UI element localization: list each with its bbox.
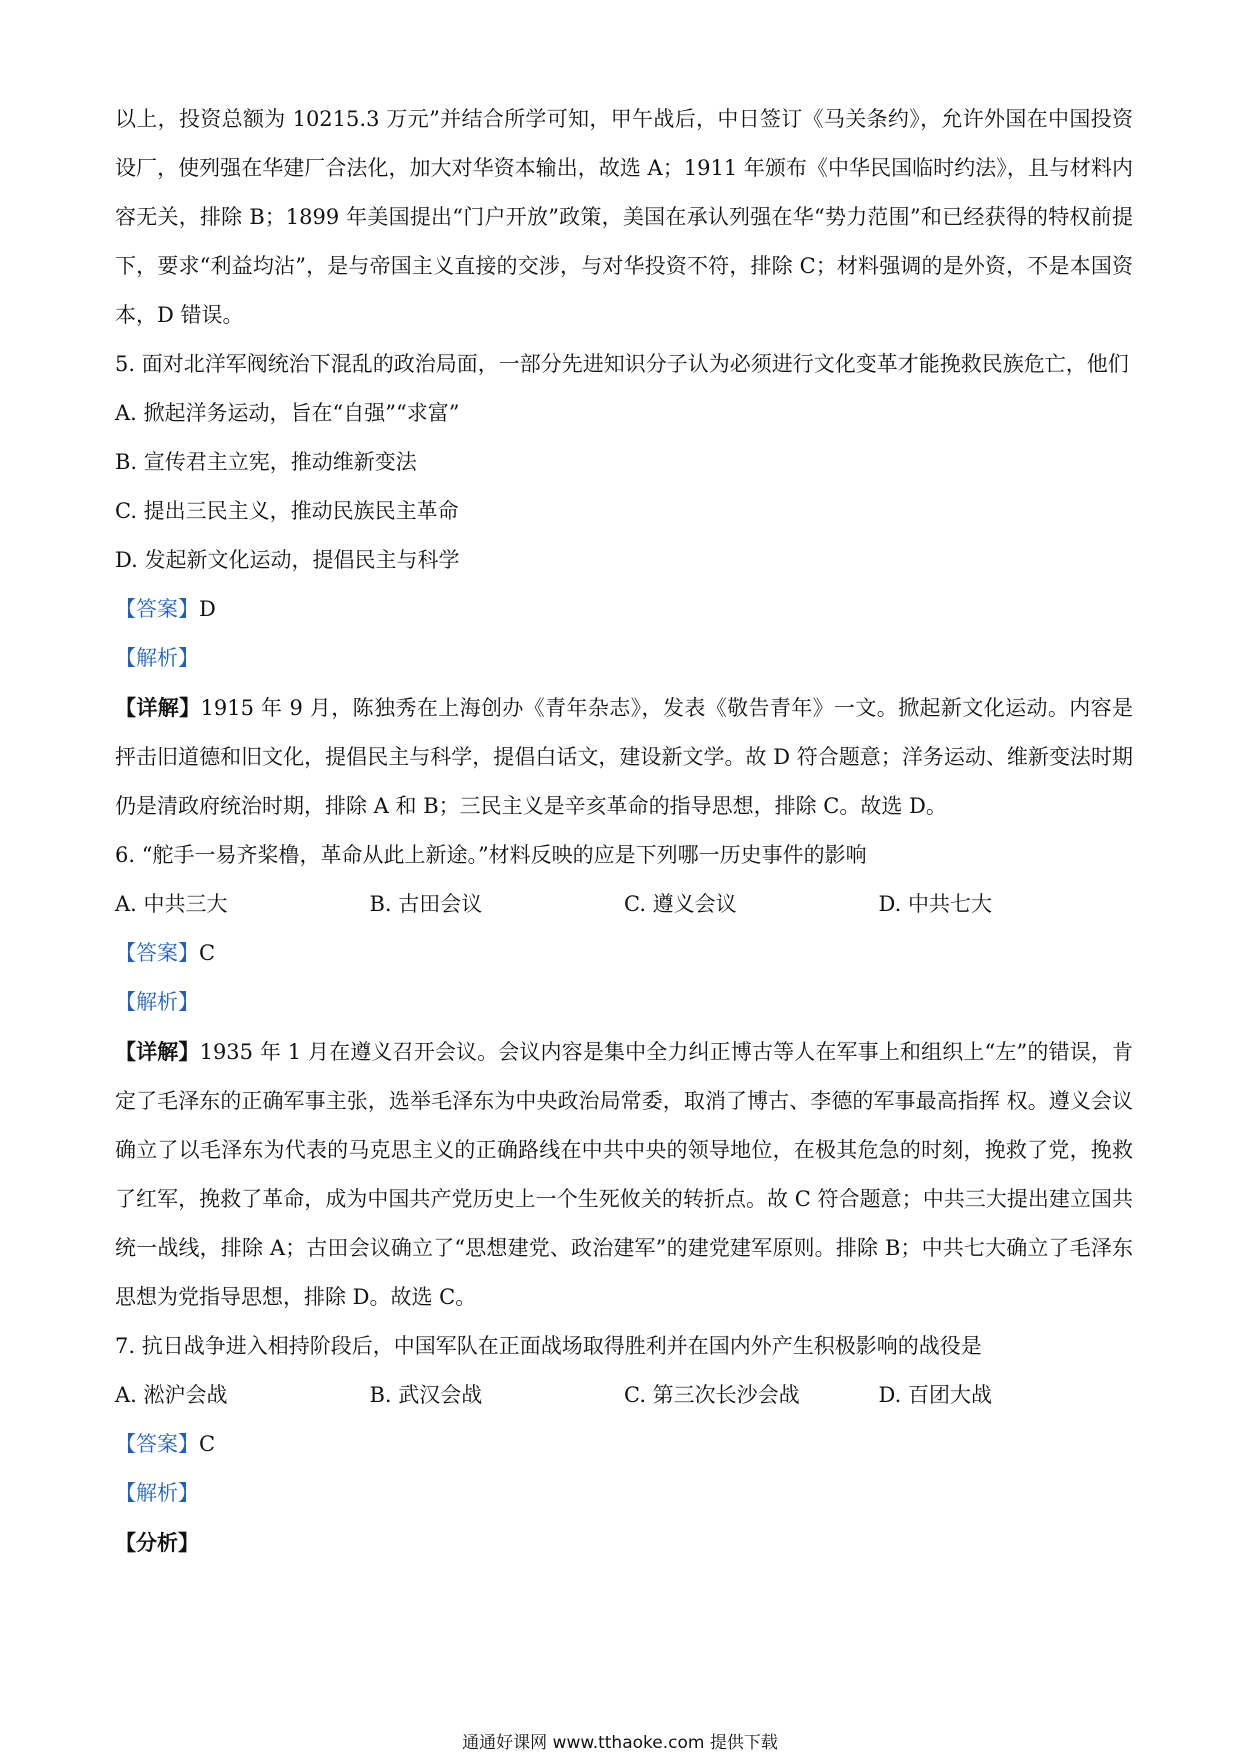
- q6-options: [115, 880, 1133, 929]
- analysis-tag: 【解析】: [115, 990, 199, 1014]
- answer-tag: 【答案】: [115, 597, 199, 621]
- q5-detail: [115, 683, 1133, 831]
- q6-analysis-heading: [115, 978, 1133, 1027]
- q7-options: [115, 1371, 1133, 1420]
- q5-option-a: A. 掀起洋务运动，旨在“自强”“求富”: [115, 401, 460, 425]
- detail-tag: 【详解】: [115, 1039, 200, 1064]
- q7-option-b: B. 武汉会战: [369, 1383, 483, 1407]
- q6-detail: [115, 1027, 1133, 1322]
- page-footer: 通通好课网 www.tthaoke.com 提供下载: [462, 1733, 778, 1753]
- q6-option-c: C. 遵义会议: [624, 892, 737, 916]
- q6-answer: [115, 929, 1133, 978]
- q5-answer: [115, 585, 1133, 634]
- detail-text: 1935 年 1 月在遵义召开会议。会议内容是集中全力纠正博古等人在军事上和组织上“左”的错误，肯定了毛泽东的正确军事主张，选举毛泽东为中央政治局常委，取消了博古、李德的军事最高指挥 权。遵义会议确立了以毛泽东为代表的马克思主义的正确路线在中共中央的领导地位，在极其危急的时刻，挽救了党，挽救了红军，挽救了革命，成为中国共产党历史上一个生死攸关的转折点。故 C 符合题意；中共三大提出建立国共统一战线，排除 A；古田会议确立了“思想建党、政治建军”的建党建军原则。排除 B；中共七大确立了毛泽东思想为党指导思想，排除 D。故选 C。: [115, 1040, 1133, 1309]
- q7-option-d: D. 百团大战: [878, 1383, 992, 1407]
- answer-value: C: [199, 941, 216, 965]
- q5-stem: 5. 面对北洋军阀统治下混乱的政治局面，一部分先进知识分子认为必须进行文化变革才能挽救民族危亡，他们: [115, 352, 1129, 376]
- fenxi-tag: 【分析】: [115, 1530, 199, 1555]
- q6-stem: 6. “舵手一易齐桨橹，革命从此上新途。”材料反映的应是下列哪一历史事件的影响: [115, 843, 867, 867]
- q7-option-c: C. 第三次长沙会战: [624, 1383, 800, 1407]
- q4-explanation-tail: 以上，投资总额为 10215.3 万元”并结合所学可知，甲午战后，中日签订《马关条约》，允许外国在中国投资设厂，使列强在华建厂合法化，加大对华资本输出，故选 A；1911 年颁布《中华民国临时约法》，且与材料内容无关，排除 B；1899 年美国提出“门户开放”政策，美国在承认列强在华“势力范围”和已经获得的特权前提下，要求“利益均沾”，是与帝国主义直接的交涉，与对华投资不符，排除 C；材料强调的是外资，不是本国资本，D 错误。: [115, 107, 1133, 327]
- answer-value: C: [199, 1432, 216, 1456]
- answer-tag: 【答案】: [115, 1432, 199, 1456]
- q6-option-b: B. 古田会议: [369, 892, 483, 916]
- q7-fenxi-heading: [115, 1518, 1133, 1567]
- answer-tag: 【答案】: [115, 941, 199, 965]
- q5-option-c: C. 提出三民主义，推动民族民主革命: [115, 499, 459, 523]
- q5-option-d: D. 发起新文化运动，提倡民主与科学: [115, 548, 460, 572]
- q7-answer: [115, 1420, 1133, 1469]
- q5-analysis-heading: [115, 634, 1133, 683]
- detail-tag: 【详解】: [115, 695, 201, 720]
- answer-value: D: [199, 597, 216, 621]
- q7-option-a: A. 淞沪会战: [115, 1383, 228, 1407]
- analysis-tag: 【解析】: [115, 646, 199, 670]
- q5-option-b: B. 宣传君主立宪，推动维新变法: [115, 450, 417, 474]
- q6-option-a: A. 中共三大: [115, 892, 228, 916]
- q7-stem: 7. 抗日战争进入相持阶段后，中国军队在正面战场取得胜利并在国内外产生积极影响的战役是: [115, 1334, 982, 1358]
- document-body: [115, 95, 1133, 1567]
- q6-option-d: D. 中共七大: [878, 892, 992, 916]
- q7-analysis-heading: [115, 1469, 1133, 1518]
- analysis-tag: 【解析】: [115, 1481, 199, 1505]
- detail-text: 1915 年 9 月，陈独秀在上海创办《青年杂志》，发表《敬告青年》一文。掀起新文化运动。内容是抨击旧道德和旧文化，提倡民主与科学，提倡白话文，建设新文学。故 D 符合题意；洋务运动、维新变法时期仍是清政府统治时期，排除 A 和 B；三民主义是辛亥革命的指导思想，排除 C。故选 D。: [115, 696, 1134, 818]
